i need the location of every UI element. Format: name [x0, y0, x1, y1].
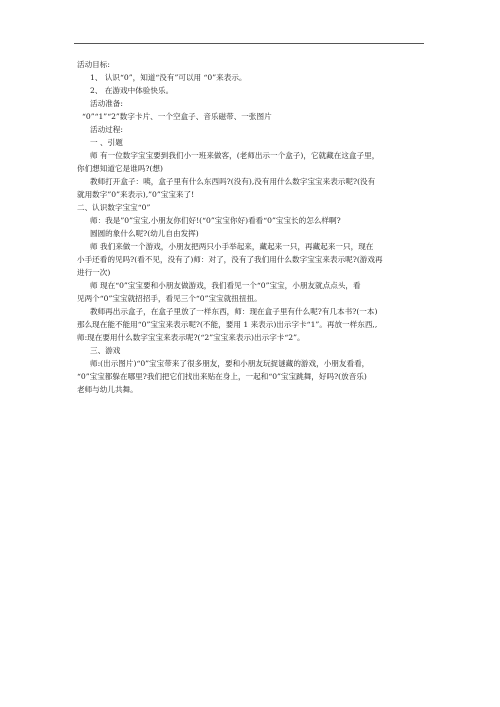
paragraph-line: 小手还看的见吗?(看不见，没有了)师：对了，没有了我们用什么数字宝宝来表示呢?(游戏再 — [77, 255, 383, 264]
section-heading-goals: 活动目标: — [77, 60, 110, 69]
paragraph-line: 你们想知道它是谁吗?(想) — [77, 164, 163, 173]
section-heading-preparation: 活动准备: — [90, 99, 123, 108]
paragraph-line: 老师与幼儿共舞。 — [77, 385, 138, 394]
goal-item-1: 1、 认识“0”，知道“没有”可以用 “0”来表示。 — [90, 73, 247, 82]
paragraph-line: 师:现在要用什么数字宝宝来表示呢?(“2”宝宝来表示)出示字卡“2”。 — [77, 333, 305, 342]
part-two-heading: 二、认识数字宝宝“0” — [77, 203, 151, 212]
goal-item-2: 2、 在游戏中体验快乐。 — [90, 86, 174, 95]
paragraph-line: 就用数字”0”来表示),”0”宝宝来了! — [77, 190, 195, 199]
paragraph-line: 圆圆的象什么呢?(幼儿自由发挥) — [90, 229, 199, 238]
document-body — [77, 58, 425, 396]
paragraph-line: 教师再出示盒子，在盒子里放了一样东西，师：现在盒子里有什么呢?有几本书?(一本) — [90, 307, 378, 316]
part-one-heading: 一 、引题 — [90, 138, 123, 147]
paragraph-line: 见两个“0”宝宝就招招手，看见三个“0”宝宝就扭扭扭。 — [77, 294, 262, 303]
paragraph-line: 那么现在能不能用“0”宝宝来表示呢?(不能，要用 1 来表示)出示字卡“1”。再放一样东西,, — [77, 320, 378, 329]
preparation-materials: “0”“1”“2”数字卡片、一个空盒子、音乐磁带、一张图片 — [82, 112, 272, 121]
paragraph-line: 师：我是”0”宝宝,小朋友你们好!(“0”宝宝你好)看看“0”宝宝长的怎么样啊? — [90, 216, 341, 225]
paragraph-line: 师:(出示图片)“0”宝宝带来了很多朋友，要和小朋友玩捉谜藏的游戏，小朋友看看， — [90, 359, 370, 368]
section-heading-process: 活动过程: — [90, 125, 123, 134]
paragraph-line: 师 有一位数字宝宝要到我们小一班来做客，(老师出示一个盒子)，它就藏在这盒子里， — [90, 151, 380, 160]
part-three-heading: 三、游戏 — [90, 346, 121, 355]
paragraph-line: 进行一次) — [77, 268, 111, 277]
paragraph-line: 教师打开盒子：咦，盒子里有什么东西吗?(没有),没有用什么数字宝宝来表示呢?(没有 — [90, 177, 376, 186]
paragraph-line: 师 我们来做一个游戏，小朋友把两只小手举起来，藏起来一只，再藏起来一只，现在 — [90, 242, 374, 251]
paragraph-line: “0”宝宝都躲在哪里?我们把它们找出来贴在身上，一起和“0”宝宝跳舞，好吗?(放音乐) — [77, 372, 367, 381]
paragraph-line: 师 现在“0”宝宝要和小朋友做游戏，我们看见一个“0”宝宝，小朋友就点点头，看 — [90, 281, 361, 290]
header-rule — [74, 43, 424, 44]
